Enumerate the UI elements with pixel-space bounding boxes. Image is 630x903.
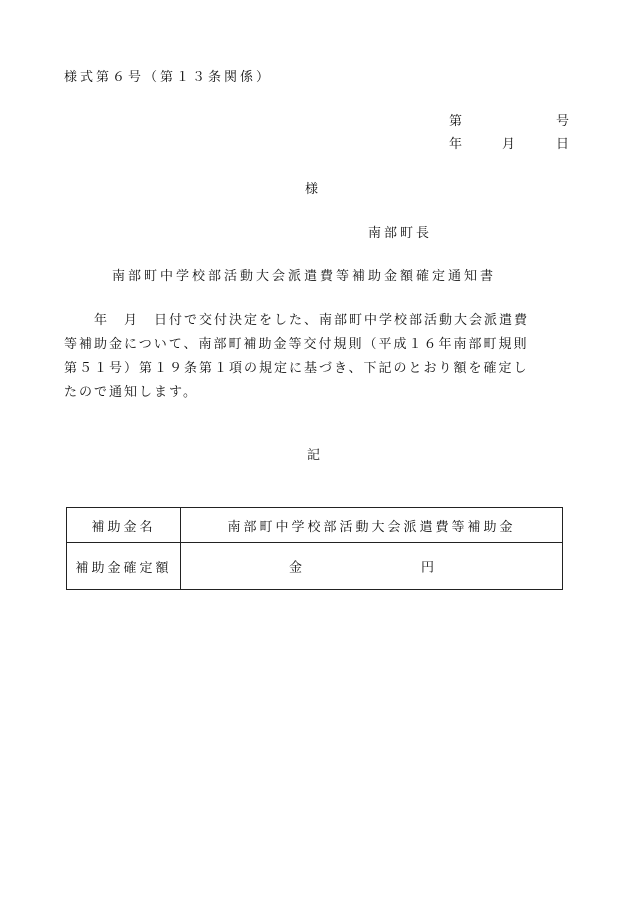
body-line: 第５１号）第１９条第１項の規定に基づき、下記のとおり額を確定し bbox=[64, 361, 529, 376]
document-number-prefix: 第 bbox=[449, 114, 463, 129]
date-day-label: 日 bbox=[556, 137, 570, 152]
form-number: 様式第６号（第１３条関係） bbox=[64, 70, 273, 85]
note-mark: 記 bbox=[307, 448, 321, 463]
body-paragraph bbox=[64, 309, 572, 405]
subsidy-table bbox=[66, 507, 563, 590]
table-row bbox=[67, 508, 563, 543]
subsidy-name-value: 南部町中学校部活動大会派遣費等補助金 bbox=[181, 508, 563, 543]
date-month-label: 月 bbox=[502, 137, 516, 152]
amount-prefix: 金 bbox=[289, 560, 306, 576]
body-line: 等補助金について、南部町補助金等交付規則（平成１６年南部町規則 bbox=[64, 337, 529, 352]
date-year-label: 年 bbox=[449, 137, 463, 152]
document-number-suffix: 号 bbox=[556, 114, 570, 129]
document-title: 南部町中学校部活動大会派遣費等補助金額確定通知書 bbox=[112, 269, 497, 284]
subsidy-amount-label: 補助金確定額 bbox=[67, 543, 181, 590]
table-row bbox=[67, 543, 563, 590]
sender-name: 南部町長 bbox=[368, 226, 433, 241]
subsidy-name-label: 補助金名 bbox=[67, 508, 181, 543]
body-line: 年 月 日付で交付決定をした、南部町中学校部活動大会派遣費 bbox=[94, 313, 530, 328]
body-line: たので通知します。 bbox=[64, 385, 198, 400]
subsidy-amount-cell bbox=[181, 543, 563, 590]
addressee-honorific: 様 bbox=[305, 182, 319, 197]
amount-unit: 円 bbox=[421, 560, 438, 576]
